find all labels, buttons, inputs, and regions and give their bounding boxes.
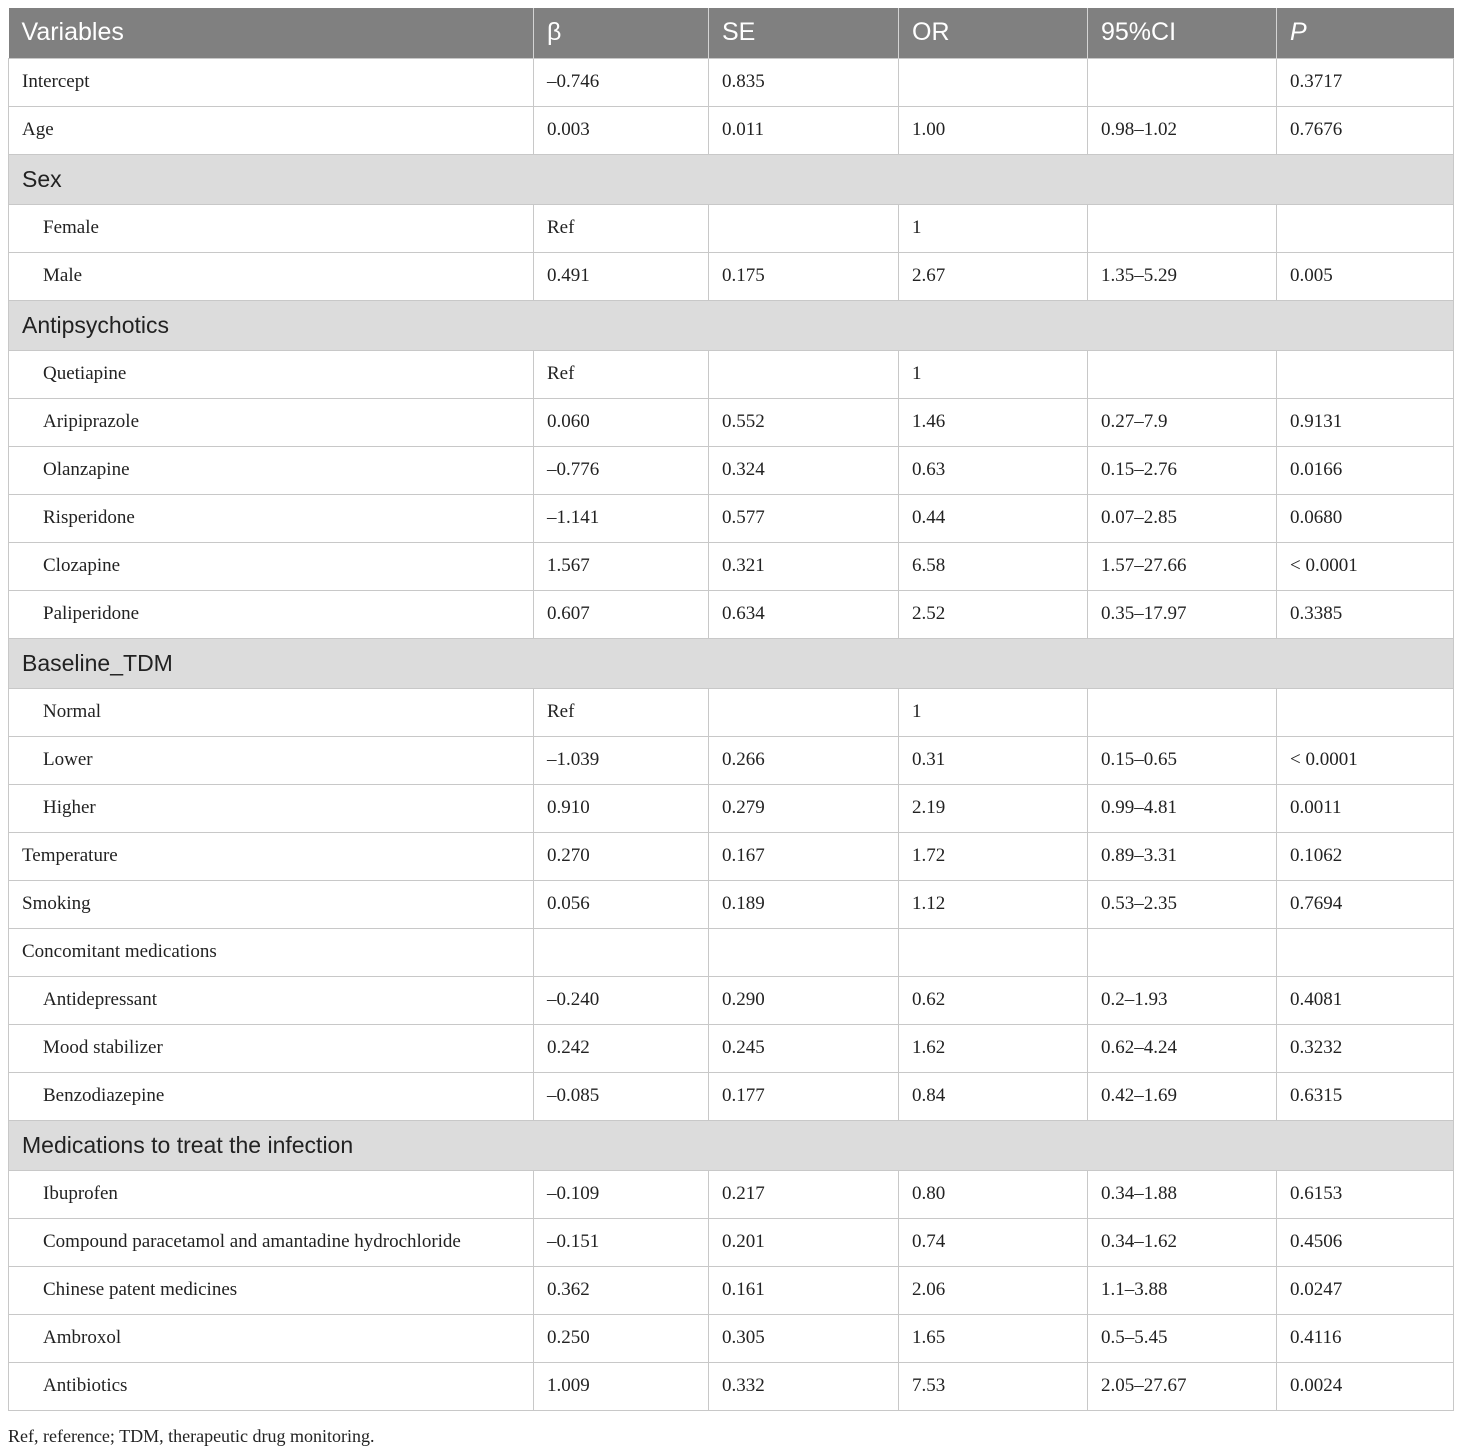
se-cell: 0.167: [709, 832, 899, 880]
or-cell: 0.62: [899, 976, 1088, 1024]
or-cell: 0.80: [899, 1170, 1088, 1218]
se-cell: 0.577: [709, 494, 899, 542]
or-cell: 0.74: [899, 1218, 1088, 1266]
variable-cell: Olanzapine: [9, 446, 534, 494]
se-cell: 0.305: [709, 1314, 899, 1362]
p-cell: 0.3232: [1277, 1024, 1454, 1072]
ci-cell: 0.53–2.35: [1088, 880, 1277, 928]
p-cell: [1277, 350, 1454, 398]
se-cell: 0.245: [709, 1024, 899, 1072]
ci-cell: 0.15–2.76: [1088, 446, 1277, 494]
p-cell: [1277, 204, 1454, 252]
se-cell: 0.189: [709, 880, 899, 928]
or-cell: 1: [899, 688, 1088, 736]
table-body: [9, 58, 1454, 1410]
table-row: [9, 1072, 1454, 1120]
table-row: [9, 542, 1454, 590]
table-row: [9, 1362, 1454, 1410]
p-cell: 0.7694: [1277, 880, 1454, 928]
variable-cell: Benzodiazepine: [9, 1072, 534, 1120]
beta-cell: 0.270: [534, 832, 709, 880]
or-cell: 0.31: [899, 736, 1088, 784]
beta-cell: 0.056: [534, 880, 709, 928]
variable-cell: Mood stabilizer: [9, 1024, 534, 1072]
table-row: [9, 446, 1454, 494]
ci-cell: 0.15–0.65: [1088, 736, 1277, 784]
ci-cell: [1088, 204, 1277, 252]
beta-cell: –1.039: [534, 736, 709, 784]
or-cell: 2.52: [899, 590, 1088, 638]
se-cell: 0.324: [709, 446, 899, 494]
header-beta: β: [534, 8, 709, 58]
table-row: [9, 880, 1454, 928]
table-row: [9, 1266, 1454, 1314]
beta-cell: Ref: [534, 688, 709, 736]
p-cell: [1277, 688, 1454, 736]
header-or: OR: [899, 8, 1088, 58]
table-row: [9, 1024, 1454, 1072]
se-cell: 0.177: [709, 1072, 899, 1120]
beta-cell: 0.250: [534, 1314, 709, 1362]
or-cell: 1.46: [899, 398, 1088, 446]
or-cell: 0.44: [899, 494, 1088, 542]
table-row: [9, 928, 1454, 976]
beta-cell: –0.776: [534, 446, 709, 494]
or-cell: 1.72: [899, 832, 1088, 880]
table-row: [9, 736, 1454, 784]
table-footnote: Ref, reference; TDM, therapeutic drug monitoring.: [8, 1426, 375, 1446]
section-label: Antipsychotics: [9, 300, 1454, 350]
table-row: [9, 1218, 1454, 1266]
variable-cell: Male: [9, 252, 534, 300]
or-cell: 7.53: [899, 1362, 1088, 1410]
p-cell: 0.3385: [1277, 590, 1454, 638]
table-row: [9, 1170, 1454, 1218]
or-cell: 2.67: [899, 252, 1088, 300]
table-row: [9, 350, 1454, 398]
variable-cell: Age: [9, 106, 534, 154]
beta-cell: –0.746: [534, 58, 709, 106]
se-cell: [709, 688, 899, 736]
ci-cell: 0.35–17.97: [1088, 590, 1277, 638]
beta-cell: 0.060: [534, 398, 709, 446]
p-cell: 0.1062: [1277, 832, 1454, 880]
table-row: [9, 832, 1454, 880]
table-header-row: [9, 8, 1454, 58]
beta-cell: [534, 928, 709, 976]
beta-cell: –0.240: [534, 976, 709, 1024]
variable-cell: Paliperidone: [9, 590, 534, 638]
ci-cell: 0.89–3.31: [1088, 832, 1277, 880]
beta-cell: –1.141: [534, 494, 709, 542]
p-cell: [1277, 928, 1454, 976]
table-row: [9, 590, 1454, 638]
beta-cell: 1.567: [534, 542, 709, 590]
beta-cell: 0.607: [534, 590, 709, 638]
table-row: [9, 784, 1454, 832]
p-cell: 0.6315: [1277, 1072, 1454, 1120]
p-cell: 0.6153: [1277, 1170, 1454, 1218]
se-cell: 0.332: [709, 1362, 899, 1410]
or-cell: 1.00: [899, 106, 1088, 154]
table-row: [9, 58, 1454, 106]
se-cell: [709, 204, 899, 252]
header-variables: Variables: [9, 8, 534, 58]
p-cell: 0.4081: [1277, 976, 1454, 1024]
regression-table: [8, 8, 1454, 1411]
ci-cell: [1088, 928, 1277, 976]
variable-cell: Ibuprofen: [9, 1170, 534, 1218]
or-cell: 2.06: [899, 1266, 1088, 1314]
variable-cell: Concomitant medications: [9, 928, 534, 976]
variable-cell: Risperidone: [9, 494, 534, 542]
or-cell: 1.65: [899, 1314, 1088, 1362]
p-cell: 0.005: [1277, 252, 1454, 300]
se-cell: 0.011: [709, 106, 899, 154]
variable-cell: Ambroxol: [9, 1314, 534, 1362]
table-row: [9, 398, 1454, 446]
beta-cell: Ref: [534, 204, 709, 252]
se-cell: 0.552: [709, 398, 899, 446]
header-ci: 95%CI: [1088, 8, 1277, 58]
beta-cell: –0.151: [534, 1218, 709, 1266]
or-cell: 1: [899, 204, 1088, 252]
variable-cell: Antidepressant: [9, 976, 534, 1024]
ci-cell: 0.34–1.88: [1088, 1170, 1277, 1218]
beta-cell: Ref: [534, 350, 709, 398]
se-cell: 0.175: [709, 252, 899, 300]
p-cell: 0.0247: [1277, 1266, 1454, 1314]
table-row: [9, 204, 1454, 252]
ci-cell: 2.05–27.67: [1088, 1362, 1277, 1410]
ci-cell: 1.1–3.88: [1088, 1266, 1277, 1314]
section-header-row: [9, 1120, 1454, 1170]
se-cell: 0.161: [709, 1266, 899, 1314]
ci-cell: 0.27–7.9: [1088, 398, 1277, 446]
ci-cell: [1088, 58, 1277, 106]
variable-cell: Normal: [9, 688, 534, 736]
beta-cell: –0.085: [534, 1072, 709, 1120]
variable-cell: Chinese patent medicines: [9, 1266, 534, 1314]
p-cell: 0.0011: [1277, 784, 1454, 832]
section-label: Baseline_TDM: [9, 638, 1454, 688]
ci-cell: 0.99–4.81: [1088, 784, 1277, 832]
or-cell: [899, 58, 1088, 106]
or-cell: 1.62: [899, 1024, 1088, 1072]
se-cell: 0.217: [709, 1170, 899, 1218]
se-cell: 0.321: [709, 542, 899, 590]
beta-cell: 1.009: [534, 1362, 709, 1410]
variable-cell: Higher: [9, 784, 534, 832]
se-cell: 0.835: [709, 58, 899, 106]
beta-cell: 0.491: [534, 252, 709, 300]
variable-cell: Antibiotics: [9, 1362, 534, 1410]
ci-cell: 0.07–2.85: [1088, 494, 1277, 542]
table-row: [9, 688, 1454, 736]
section-label: Sex: [9, 154, 1454, 204]
table-row: [9, 494, 1454, 542]
se-cell: [709, 928, 899, 976]
variable-cell: Compound paracetamol and amantadine hydrochloride: [9, 1218, 534, 1266]
se-cell: 0.266: [709, 736, 899, 784]
variable-cell: Lower: [9, 736, 534, 784]
ci-cell: 0.42–1.69: [1088, 1072, 1277, 1120]
p-cell: 0.9131: [1277, 398, 1454, 446]
p-cell: < 0.0001: [1277, 542, 1454, 590]
p-cell: 0.0024: [1277, 1362, 1454, 1410]
table-row: [9, 252, 1454, 300]
ci-cell: [1088, 688, 1277, 736]
ci-cell: 0.34–1.62: [1088, 1218, 1277, 1266]
p-cell: 0.4506: [1277, 1218, 1454, 1266]
header-p: P: [1277, 8, 1454, 58]
or-cell: 6.58: [899, 542, 1088, 590]
variable-cell: Quetiapine: [9, 350, 534, 398]
beta-cell: 0.242: [534, 1024, 709, 1072]
ci-cell: [1088, 350, 1277, 398]
variable-cell: Intercept: [9, 58, 534, 106]
section-header-row: [9, 154, 1454, 204]
se-cell: 0.201: [709, 1218, 899, 1266]
p-cell: 0.0680: [1277, 494, 1454, 542]
se-cell: [709, 350, 899, 398]
or-cell: 1.12: [899, 880, 1088, 928]
regression-table-container: [8, 8, 1453, 1411]
or-cell: 1: [899, 350, 1088, 398]
or-cell: 0.84: [899, 1072, 1088, 1120]
p-cell: 0.4116: [1277, 1314, 1454, 1362]
p-cell: 0.7676: [1277, 106, 1454, 154]
or-cell: 0.63: [899, 446, 1088, 494]
or-cell: [899, 928, 1088, 976]
variable-cell: Smoking: [9, 880, 534, 928]
p-cell: 0.0166: [1277, 446, 1454, 494]
ci-cell: 0.2–1.93: [1088, 976, 1277, 1024]
variable-cell: Female: [9, 204, 534, 252]
ci-cell: 1.57–27.66: [1088, 542, 1277, 590]
ci-cell: 0.5–5.45: [1088, 1314, 1277, 1362]
ci-cell: 0.98–1.02: [1088, 106, 1277, 154]
table-row: [9, 106, 1454, 154]
section-header-row: [9, 638, 1454, 688]
section-header-row: [9, 300, 1454, 350]
variable-cell: Aripiprazole: [9, 398, 534, 446]
table-row: [9, 1314, 1454, 1362]
beta-cell: 0.003: [534, 106, 709, 154]
ci-cell: 0.62–4.24: [1088, 1024, 1277, 1072]
beta-cell: –0.109: [534, 1170, 709, 1218]
table-row: [9, 976, 1454, 1024]
p-cell: < 0.0001: [1277, 736, 1454, 784]
or-cell: 2.19: [899, 784, 1088, 832]
se-cell: 0.634: [709, 590, 899, 638]
p-cell: 0.3717: [1277, 58, 1454, 106]
ci-cell: 1.35–5.29: [1088, 252, 1277, 300]
se-cell: 0.290: [709, 976, 899, 1024]
header-se: SE: [709, 8, 899, 58]
beta-cell: 0.910: [534, 784, 709, 832]
variable-cell: Temperature: [9, 832, 534, 880]
variable-cell: Clozapine: [9, 542, 534, 590]
beta-cell: 0.362: [534, 1266, 709, 1314]
se-cell: 0.279: [709, 784, 899, 832]
section-label: Medications to treat the infection: [9, 1120, 1454, 1170]
